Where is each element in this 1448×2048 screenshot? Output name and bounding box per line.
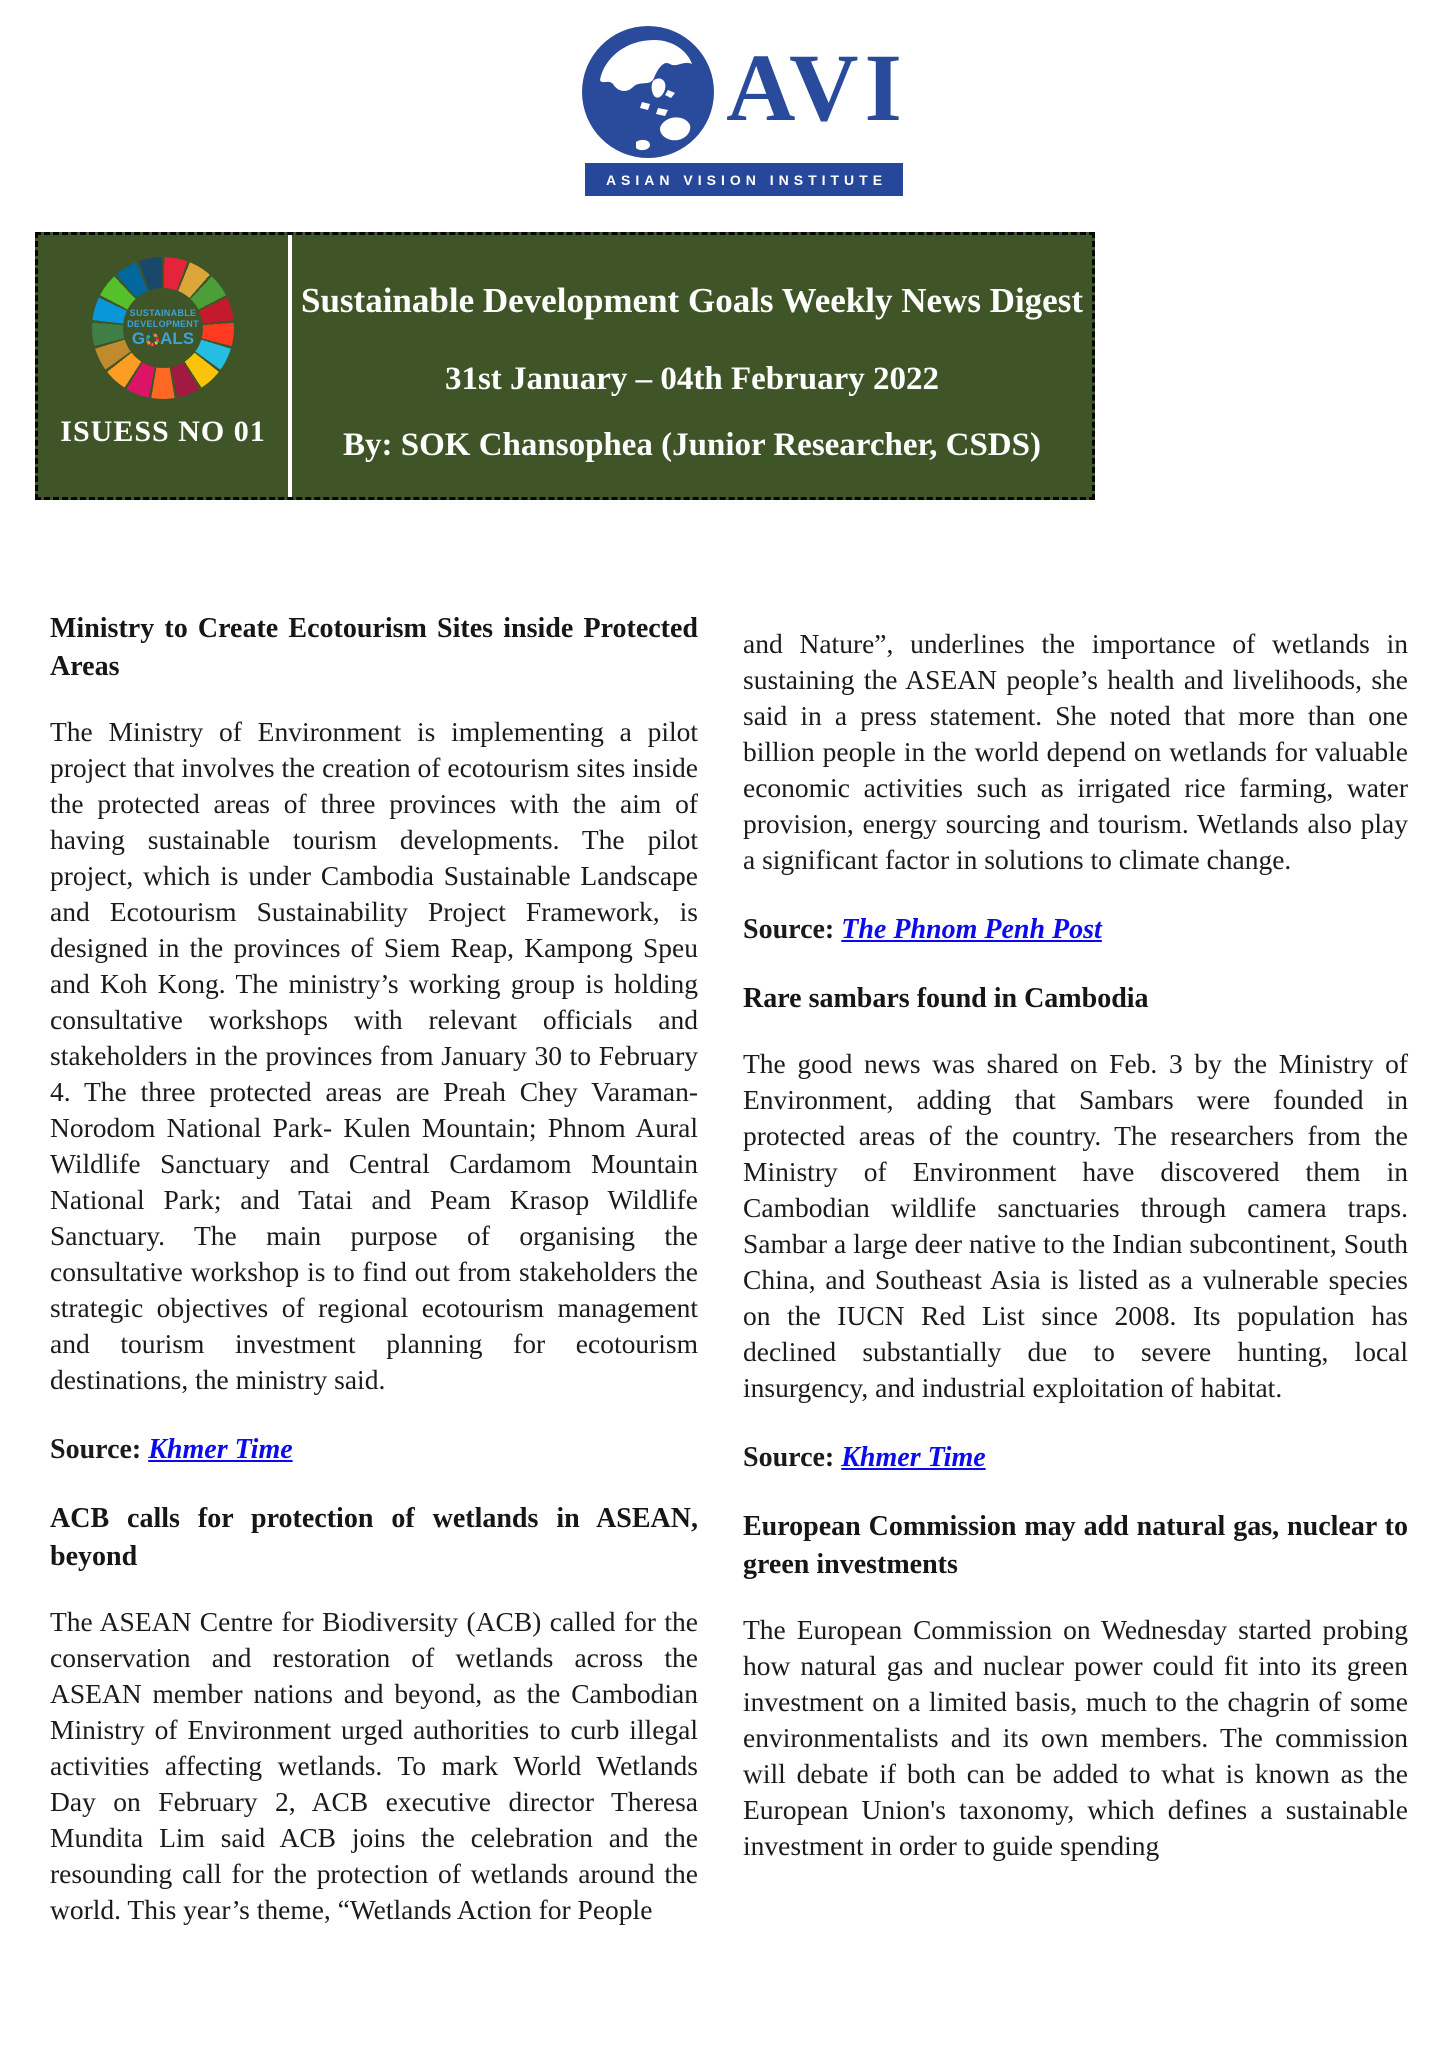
article-paragraph: The good news was shared on Feb. 3 by the Ministry of Environment, adding that Sambars were founded in protected areas of the country. The researchers from the Ministry of Environment have discovered them in Cambodian wildlife sanctuaries through camera traps. Sambar a large deer native to the Indian subcontinent, South China, and Southeast Asia is listed as a vulnerable species on the IUCN Red List since 2008. Its population has declined substantially due to severe hunting, local insurgency, and industrial exploitation of habitat. [743, 1048, 1408, 1403]
sdg-goals-g: G [131, 329, 146, 348]
source-label: Source: [743, 1442, 835, 1473]
source-line [743, 1440, 1408, 1476]
article-heading: ACB calls for protection of wetlands in ASEAN, beyond [50, 1503, 698, 1572]
digest-byline: By: SOK Chansophea (Junior Researcher, CSDS) [343, 427, 1041, 463]
left-column [50, 610, 698, 1928]
source-label: Source: [50, 1434, 142, 1465]
article-paragraph: The Ministry of Environment is implementing a pilot project that involves the creation of ecotourism sites inside the protected areas of three provinces with the aim of having sustainable tourism developments. The pilot project, which is under Cambodia Sustainable Landscape and Ecotourism Sustainability Project Framework, is designed in the provinces of Siem Reap, Kampong Speu and Koh Kong. The ministry’s working group is holding consultative workshops with relevant officials and stakeholders in the provinces from January 30 to February 4. The three protected areas are Preah Chey Varaman-Norodom National Park- Kulen Mountain; Phnom Aural Wildlife Sanctuary and Central Cardamom Mountain National Park; and Tatai and Peam Krasop Wildlife Sanctuary. The main purpose of organising the consultative workshop is to find out from stakeholders the strategic objectives of regional ecotourism management and tourism investment planning for ecotourism destinations, the ministry said. [50, 716, 698, 1395]
issue-number: ISUESS NO 01 [60, 415, 266, 448]
article-sambars [743, 980, 1408, 1476]
avi-globe-icon [580, 24, 716, 160]
digest-date-range: 31st January – 04th February 2022 [444, 361, 940, 397]
article-eu-commission [743, 1508, 1408, 1864]
article-paragraph: The ASEAN Centre for Biodiversity (ACB) called for the conservation and restoration of wetlands across the ASEAN member nations and beyond, as the Cambodian Ministry of Environment urged authorities to curb illegal activities affecting wetlands. To mark World Wetlands Day on February 2, ACB executive director Theresa Mundita Lim said ACB joins the celebration and the resounding call for the protection of wetlands around the world. This year’s theme, “Wetlands Action for People [50, 1606, 698, 1925]
source-label: Source: [743, 914, 835, 945]
source-line [50, 1432, 698, 1468]
sdg-wheel-center [123, 288, 203, 368]
article-heading: European Commission may add natural gas, nuclear to green investments [743, 1511, 1408, 1580]
articles-content [50, 610, 1408, 1928]
avi-acronym: AVI [726, 34, 908, 141]
article-paragraph: The European Commission on Wednesday started probing how natural gas and nuclear power could fit into its green investment on a limited basis, much to the chagrin of some environmentalists and its own members. The commission will debate if both can be added to what is known as the European Union's taxonomy, which defines a sustainable investment in order to guide spending [743, 1614, 1408, 1861]
sdg-goals-o-icon [146, 333, 159, 346]
source-link-phnom-penh-post[interactable]: The Phnom Penh Post [841, 914, 1102, 945]
institute-name-bar: ASIAN VISION INSTITUTE [585, 163, 903, 196]
sdg-goals-als: ALS [160, 329, 195, 348]
sdg-wheel-icon [92, 257, 234, 399]
article-acb-wetlands [50, 1500, 698, 1928]
digest-title: Sustainable Development Goals Weekly News Digest [301, 281, 1083, 320]
banner-left-panel [38, 235, 288, 497]
avi-logo-row [580, 24, 908, 160]
sdg-goals-text [132, 330, 194, 348]
article-heading: Ministry to Create Ecotourism Sites inside Protected Areas [50, 613, 698, 682]
banner-right-panel [292, 235, 1092, 497]
article-acb-wetlands-continued [743, 626, 1408, 948]
source-line [743, 912, 1408, 948]
source-link-khmer-time[interactable]: Khmer Time [148, 1434, 293, 1465]
article-heading: Rare sambars found in Cambodia [743, 983, 1149, 1014]
article-ecotourism [50, 610, 698, 1468]
sdg-center-line2: DEVELOPMENT [127, 319, 199, 329]
source-link-khmer-time-2[interactable]: Khmer Time [841, 1442, 986, 1473]
right-column [743, 610, 1408, 1864]
article-paragraph: and Nature”, underlines the importance of wetlands in sustaining the ASEAN people’s health and livelihoods, she said in a press statement. She noted that more than one billion people in the world depend on wetlands for valuable economic activities such as irrigated rice farming, water provision, energy sourcing and tourism. Wetlands also play a significant factor in solutions to climate change. [743, 628, 1408, 875]
sdg-center-line1: SUSTAINABLE [129, 308, 197, 318]
avi-logo-block [20, 24, 1448, 196]
masthead-banner [35, 232, 1095, 500]
